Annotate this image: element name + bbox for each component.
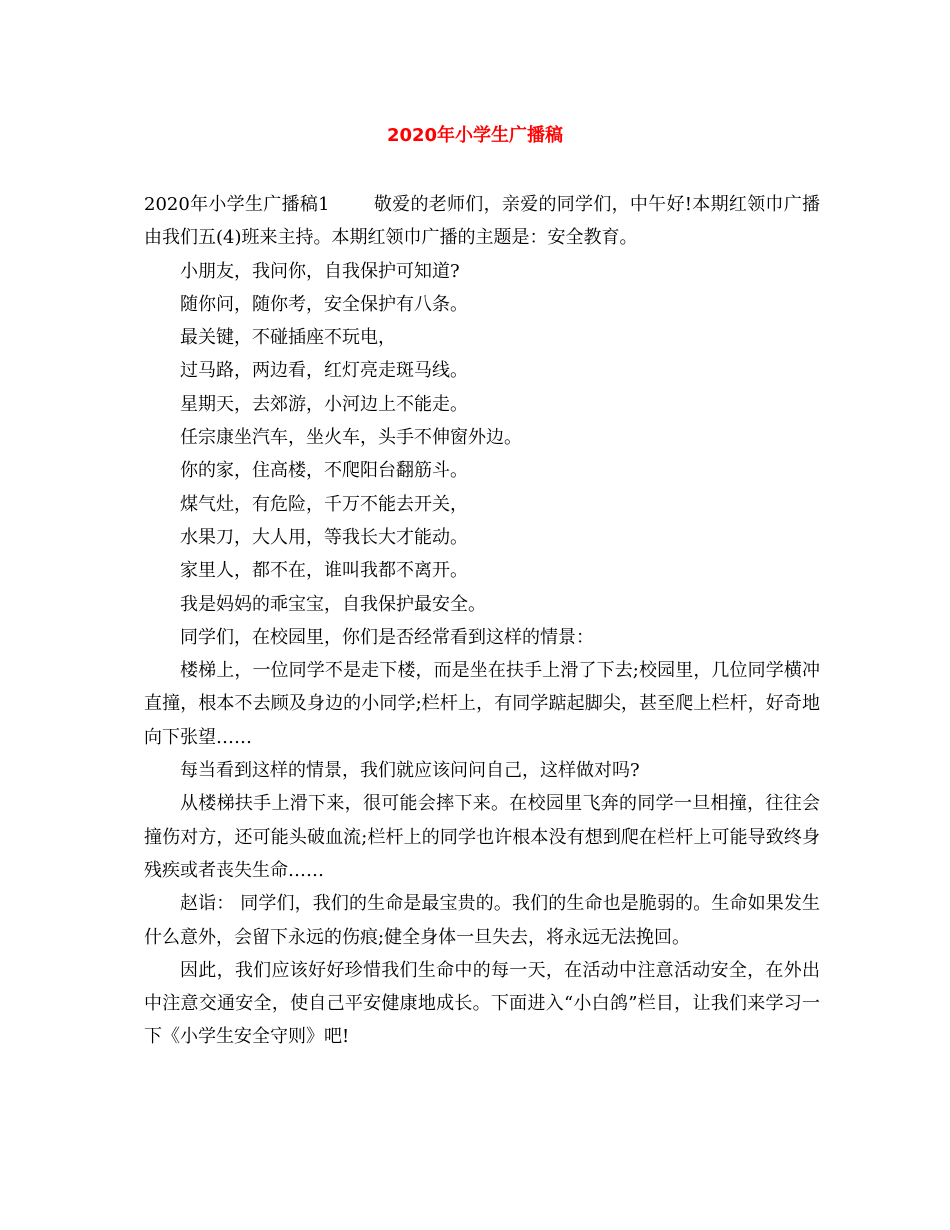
first-paragraph-text: 敬爱的老师们，亲爱的同学们，中午好!本期红领巾广播由我们五(4)班来主持。本期红领巾广播的主题是：安全教育。 xyxy=(144,194,821,249)
paragraph: 家里人，都不在，谁叫我都不离开。 xyxy=(180,560,468,582)
paragraph: 赵诣： 同学们，我们的生命是最宝贵的。我们的生命也是脆弱的。生命如果发生什么意外，会留下永远的伤痕;健全身体一旦失去，将永远无法挽回。 xyxy=(144,893,820,948)
paragraph: 楼梯上，一位同学不是走下楼，而是坐在扶手上滑了下去;校园里，几位同学横冲直撞，根本不去顾及身边的小同学;栏杆上，有同学踮起脚尖，甚至爬上栏杆，好奇地向下张望…… xyxy=(144,660,820,748)
paragraph: 最关键，不碰插座不玩电， xyxy=(180,327,396,349)
first-paragraph-label: 2020年小学生广播稿1 xyxy=(144,194,330,215)
paragraph: 水果刀，大人用，等我长大才能动。 xyxy=(180,526,468,548)
paragraph-first xyxy=(144,188,820,255)
paragraph: 过马路，两边看，红灯亮走斑马线。 xyxy=(180,360,468,382)
paragraph: 因此，我们应该好好珍惜我们生命中的每一天，在活动中注意活动安全，在外出中注意交通安全，使自己平安健康地成长。下面进入“小白鸽”栏目，让我们来学习一下《小学生安全守则》吧! xyxy=(144,959,820,1048)
paragraph: 同学们，在校园里，你们是否经常看到这样的情景： xyxy=(180,626,594,648)
paragraph: 从楼梯扶手上滑下来，很可能会摔下来。在校园里飞奔的同学一旦相撞，往往会撞伤对方，还可能头破血流;栏杆上的同学也许根本没有想到爬在栏杆上可能导致终身残疾或者丧失生命…… xyxy=(144,793,820,881)
paragraph: 你的家，住高楼，不爬阳台翻筋斗。 xyxy=(180,460,468,482)
document-body xyxy=(144,188,820,1054)
paragraph: 随你问，随你考，安全保护有八条。 xyxy=(180,293,468,315)
document-title: 2020年小学生广播稿 xyxy=(386,125,564,146)
paragraph: 星期天，去郊游，小河边上不能走。 xyxy=(180,393,468,415)
paragraph: 每当看到这样的情景，我们就应该问问自己，这样做对吗? xyxy=(180,760,640,782)
paragraph: 小朋友，我问你，自我保护可知道? xyxy=(180,260,460,282)
paragraph: 我是妈妈的乖宝宝，自我保护最安全。 xyxy=(180,593,486,615)
paragraph: 任宗康坐汽车，坐火车，头手不伸窗外边。 xyxy=(180,427,522,449)
paragraph: 煤气灶，有危险，千万不能去开关， xyxy=(180,493,468,515)
